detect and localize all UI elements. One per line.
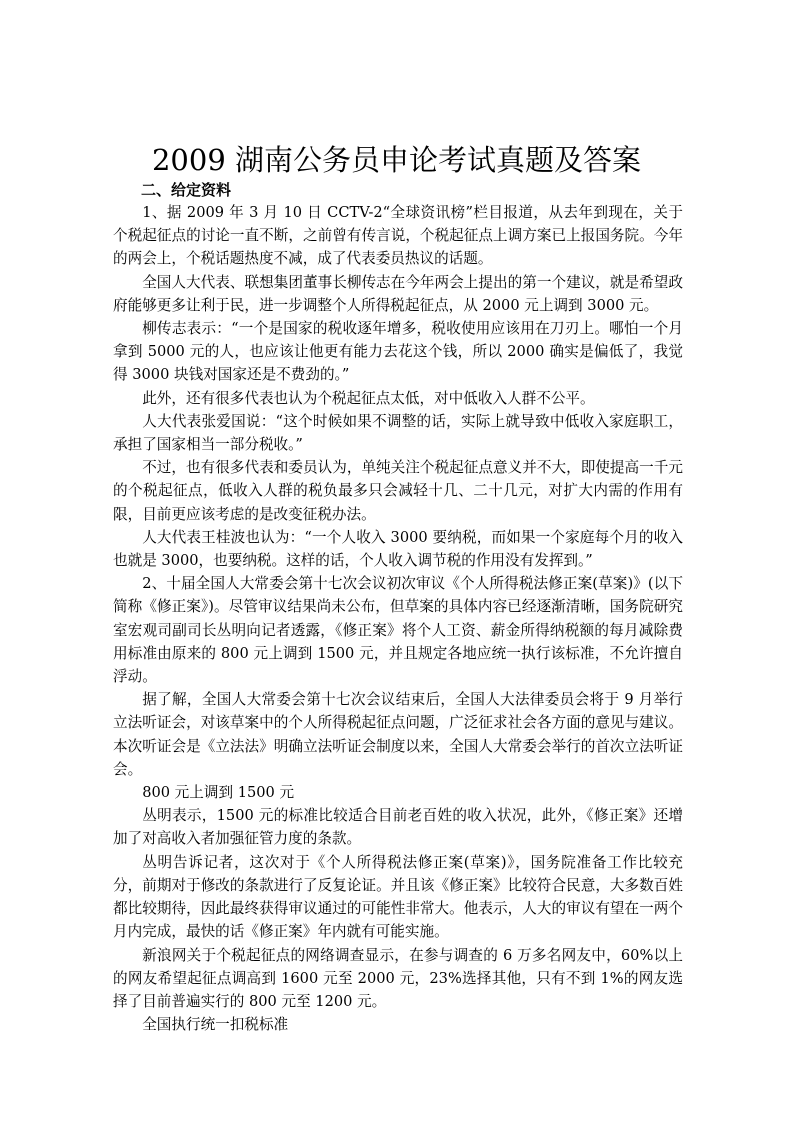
paragraph: 全国人大代表、联想集团董事长柳传志在今年两会上提出的第一个建议，就是希望政府能够更多让利于民，进一步调整个人所得税起征点，从 2000 元上调到 3000 元。 xyxy=(113,273,683,314)
paragraph: 丛明告诉记者，这次对于《个人所得税法修正案(草案)》，国务院准备工作比较充分，前期对于修改的条款进行了反复论证。并且该《修正案》比较符合民意，大多数百姓都比较期待，因此最终获得审议通过的可能性非常大。他表示，人大的审议有望在一两个月内完成，最快的话《修正案》年内就有可能实施。 xyxy=(113,853,683,941)
paragraph: 2、十届全国人大常委会第十七次会议初次审议《个人所得税法修正案(草案)》(以下简称《修正案》)。尽管审议结果尚未公布，但草案的具体内容已经逐渐清晰，国务院研究室宏观司副司长丛明向记者透露，《修正案》将个人工资、薪金所得纳税额的每月减除费用标准由原来的 800 元上调到 1500 元，并且规定各地应统一执行该标准，不允许擅自浮动。 xyxy=(113,575,683,686)
paragraph: 人大代表张爱国说：“这个时候如果不调整的话，实际上就导致中低收入家庭职工，承担了国家相当一部分税收。” xyxy=(113,412,683,454)
document-title: 2009 湖南公务员申论考试真题及答案 xyxy=(151,143,642,177)
paragraph: 新浪网关于个税起征点的网络调查显示，在参与调查的 6 万多名网友中，60%以上的网友希望起征点调高到 1600 元至 2000 元，23%选择其他，只有不到 1%的网友选择了目前普遍实行的 800 元至 1200 元。 xyxy=(113,946,683,1010)
paragraph: 不过，也有很多代表和委员认为，单纯关注个税起征点意义并不大，即使提高一千元的个税起征点，低收入人群的税负最多只会减轻十几、二十几元，对扩大内需的作用有限，目前更应该考虑的是改变征税办法。 xyxy=(113,459,683,523)
paragraph: 人大代表王桂波也认为：“一个人收入 3000 要纳税，而如果一个家庭每个月的收入也就是 3000，也要纳税。这样的话，个人收入调节税的作用没有发挥到。” xyxy=(113,528,683,570)
section-heading: 二、给定资料 xyxy=(141,181,232,199)
paragraph: 此外，还有很多代表也认为个税起征点太低，对中低收入人群不公平。 xyxy=(142,389,595,407)
subheading-paragraph: 全国执行统一扣税标准 xyxy=(142,1016,289,1034)
paragraph: 1、据 2009 年 3 月 10 日 CCTV-2“全球资讯榜”栏目报道，从去年到现在，关于个税起征点的讨论一直不断，之前曾有传言说，个税起征点上调方案已上报国务院。今年的两会上，个税话题热度不减，成了代表委员热议的话题。 xyxy=(113,204,683,268)
paragraph: 丛明表示，1500 元的标准比较适合目前老百姓的收入状况，此外，《修正案》还增加了对高收入者加强征管力度的条款。 xyxy=(113,807,683,848)
subheading-paragraph: 800 元上调到 1500 元 xyxy=(142,784,295,802)
document-body xyxy=(113,201,683,1036)
paragraph: 柳传志表示：“一个是国家的税收逐年增多，税收使用应该用在刀刃上。哪怕一个月拿到 5000 元的人，也应该让他更有能力去花这个钱，所以 2000 确实是偏低了，我觉得 3000 块钱对国家还是不费劲的。” xyxy=(113,320,683,384)
paragraph: 据了解，全国人大常委会第十七次会议结束后，全国人大法律委员会将于 9 月举行立法听证会，对该草案中的个人所得税起征点问题，广泛征求社会各方面的意见与建议。本次听证会是《立法法》明确立法听证会制度以来，全国人大常委会举行的首次立法听证会。 xyxy=(113,691,683,778)
